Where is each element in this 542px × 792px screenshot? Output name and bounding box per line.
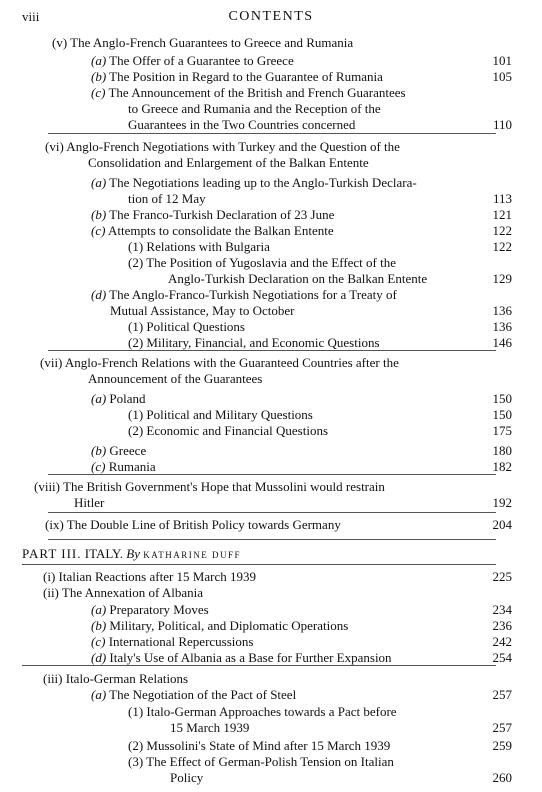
section-divider <box>48 133 496 134</box>
toc-entry: (a) The Negotiations leading up to the Anglo-Turkish Declara- <box>91 175 417 190</box>
toc-entry: (c) Rumania <box>91 459 156 474</box>
toc-entry: (2) Mussolini's State of Mind after 15 March 1939 <box>128 738 391 753</box>
toc-entry: (a) Preparatory Moves <box>91 602 209 617</box>
page-reference: 192 <box>492 495 512 510</box>
section-divider <box>48 539 496 540</box>
page-reference: 136 <box>492 303 512 318</box>
toc-entry: Anglo-Turkish Declaration on the Balkan Entente <box>168 271 428 286</box>
page-reference: 254 <box>492 650 512 665</box>
toc-entry: (b) Military, Political, and Diplomatic Operations <box>91 618 349 633</box>
page-reference: 122 <box>492 223 512 238</box>
page-reference: 182 <box>492 459 512 474</box>
section-divider <box>22 564 496 565</box>
toc-entry: (vi) Anglo-French Negotiations with Turkey and the Question of the <box>45 139 400 154</box>
page-reference: 242 <box>492 634 512 649</box>
toc-entry: (iii) Italo-German Relations <box>43 671 189 686</box>
toc-entry: (i) Italian Reactions after 15 March 1939 <box>43 569 256 584</box>
toc-entry: (d) Italy's Use of Albania as a Base for Further Expansion <box>91 650 392 665</box>
section-divider <box>48 512 496 513</box>
toc-entry: Mutual Assistance, May to October <box>110 303 295 318</box>
toc-entry: (c) The Announcement of the British and French Guarantees <box>91 85 406 100</box>
page-reference: 110 <box>492 117 512 132</box>
toc-entry: (2) The Position of Yugoslavia and the Effect of the <box>128 255 397 270</box>
toc-entry: (b) Greece <box>91 443 147 458</box>
page-reference: 225 <box>492 569 512 584</box>
toc-entry: (2) Military, Financial, and Economic Questions <box>128 335 380 350</box>
toc-entry: (d) The Anglo-Franco-Turkish Negotiations for a Treaty of <box>91 287 397 302</box>
page-reference: 146 <box>492 335 512 350</box>
page-reference: 175 <box>492 423 512 438</box>
page-reference: 150 <box>492 391 512 406</box>
part-heading <box>22 547 241 560</box>
toc-entry: (1) Italo-German Approaches towards a Pact before <box>128 704 397 719</box>
toc-entry: (a) Poland <box>91 391 146 406</box>
page-reference: 121 <box>492 207 512 222</box>
toc-entry: (1) Political Questions <box>128 319 245 334</box>
toc-entry: Announcement of the Guarantees <box>88 371 263 386</box>
page-reference: 259 <box>492 738 512 753</box>
toc-entry: 15 March 1939 <box>170 720 250 735</box>
toc-entry: (viii) The British Government's Hope that Mussolini would restrain <box>34 479 385 494</box>
toc-entry: to Greece and Rumania and the Reception of the <box>128 101 381 116</box>
toc-entry: (c) International Repercussions <box>91 634 254 649</box>
toc-entry: (3) The Effect of German-Polish Tension on Italian <box>128 754 394 769</box>
part-number: PART III. <box>22 546 82 561</box>
part-title: ITALY. <box>84 546 123 561</box>
running-page-number: viii <box>22 9 40 24</box>
section-divider <box>22 665 496 666</box>
toc-entry: (b) The Position in Regard to the Guarantee of Rumania <box>91 69 383 84</box>
toc-entry: (ix) The Double Line of British Policy towards Germany <box>45 517 341 532</box>
toc-entry: (2) Economic and Financial Questions <box>128 423 329 438</box>
page-reference: 105 <box>492 69 512 84</box>
toc-entry: (1) Political and Military Questions <box>128 407 313 422</box>
toc-entry: (ii) The Annexation of Albania <box>43 585 204 600</box>
toc-entry: (c) Attempts to consolidate the Balkan Entente <box>91 223 334 238</box>
page-reference: 236 <box>492 618 512 633</box>
toc-entry: (1) Relations with Bulgaria <box>128 239 270 254</box>
toc-entry: (a) The Offer of a Guarantee to Greece <box>91 53 294 68</box>
page-reference: 180 <box>492 443 512 458</box>
toc-entry: (b) The Franco-Turkish Declaration of 23 June <box>91 207 335 222</box>
part-by: By <box>126 546 140 561</box>
section-divider <box>48 474 496 475</box>
part-author: KATHARINE DUFF <box>143 550 241 560</box>
toc-entry: tion of 12 May <box>128 191 206 206</box>
page-reference: 136 <box>492 319 512 334</box>
toc-entry: (v) The Anglo-French Guarantees to Greece and Rumania <box>52 35 354 50</box>
section-divider <box>48 350 496 351</box>
running-title: CONTENTS <box>228 9 314 24</box>
page-reference: 234 <box>492 602 512 617</box>
page-reference: 204 <box>492 517 512 532</box>
toc-entry: Policy <box>170 770 204 785</box>
toc-entry: Hitler <box>74 495 105 510</box>
page-reference: 257 <box>492 720 512 735</box>
page-reference: 260 <box>492 770 512 785</box>
toc-entry: Guarantees in the Two Countries concerned <box>128 117 356 132</box>
toc-entry: Consolidation and Enlargement of the Balkan Entente <box>88 155 369 170</box>
page-reference: 150 <box>492 407 512 422</box>
page-reference: 129 <box>492 271 512 286</box>
page-reference: 113 <box>492 191 512 206</box>
page-reference: 122 <box>492 239 512 254</box>
toc-entry: (a) The Negotiation of the Pact of Steel <box>91 687 297 702</box>
page-reference: 101 <box>492 53 512 68</box>
page-reference: 257 <box>492 687 512 702</box>
toc-entry: (vii) Anglo-French Relations with the Guaranteed Countries after the <box>40 355 399 370</box>
